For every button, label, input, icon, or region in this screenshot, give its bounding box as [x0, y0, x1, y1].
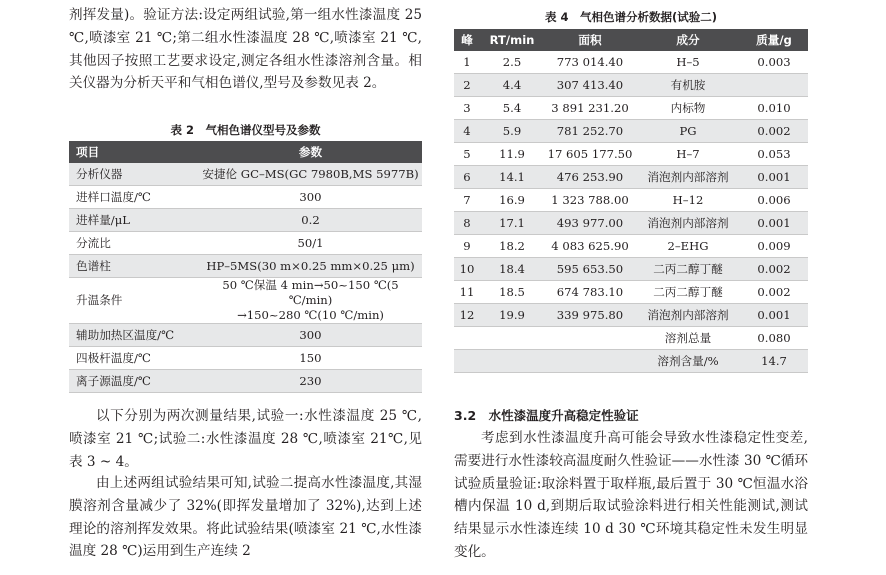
table4-header-mass: 质量/g — [740, 29, 808, 51]
row-item: 进样量/μL — [69, 209, 199, 232]
cell-mass: 0.001 — [740, 166, 808, 189]
cell-rt: 4.4 — [480, 74, 544, 97]
table2-caption: 表 2 气相色谱仪型号及参数 — [170, 123, 321, 137]
cell-mass: 0.053 — [740, 143, 808, 166]
row-value: 安捷伦 GC–MS(GC 7980B,MS 5977B) — [199, 163, 422, 186]
table-row — [454, 235, 808, 258]
cell-rt: 16.9 — [480, 189, 544, 212]
cell-area: 773 014.40 — [544, 51, 636, 74]
cell-rt: 18.5 — [480, 281, 544, 304]
row-value: HP–5MS(30 m×0.25 mm×0.25 μm) — [199, 255, 422, 278]
cell-peak: 6 — [454, 166, 480, 189]
cell-mass: 0.002 — [740, 281, 808, 304]
cell-component: 内标物 — [636, 97, 740, 120]
table-row — [69, 278, 422, 324]
table4-caption: 表 4 气相色谱分析数据(试验二) — [544, 10, 717, 24]
cell-component: 二丙二醇丁醚 — [636, 281, 740, 304]
table-row — [454, 281, 808, 304]
cell-peak: 10 — [454, 258, 480, 281]
table4-header-component: 成分 — [636, 29, 740, 51]
cell-area: 781 252.70 — [544, 120, 636, 143]
row-item: 分析仪器 — [69, 163, 199, 186]
intro-paragraph: 剂挥发量)。验证方法:设定两组试验,第一组水性漆温度 25 ℃,喷漆室 21 ℃;第二组水性漆温度 28 ℃,喷漆室 21 ℃,其他因子按照工艺要求设定,测定各组水性漆溶剂含量。相关仪器为分析天平和气相色谱仪,型号及参数见表 2。 — [69, 7, 422, 92]
table-row — [454, 258, 808, 281]
row-value-line2: →150~280 ℃(10 ℃/min) — [237, 308, 384, 322]
summary-value: 14.7 — [740, 350, 808, 373]
table-row — [69, 347, 422, 370]
cell-peak: 11 — [454, 281, 480, 304]
table2-header-param: 参数 — [199, 141, 422, 163]
table4-header-rt: RT/min — [480, 29, 544, 51]
summary-row — [454, 350, 808, 373]
table-row — [69, 209, 422, 232]
section-paragraph: 考虑到水性漆温度升高可能会导致水性漆稳定性变差,需要进行水性漆较高温度耐久性验证——水性漆 30 ℃循环试验质量验证:取涂料置于取样瓶,最后置于 30 ℃恒温水浴槽内保温 10 d,到期后取试验涂料进行相关性能测试,测试结果显示水性漆连续 10 d 30 ℃环境其稳定性未发生明显变化。 — [454, 430, 808, 560]
cell-component: PG — [636, 120, 740, 143]
row-item: 辅助加热区温度/℃ — [69, 324, 199, 347]
table-row — [454, 97, 808, 120]
table-row — [454, 304, 808, 327]
cell-area: 595 653.50 — [544, 258, 636, 281]
cell-area: 3 891 231.20 — [544, 97, 636, 120]
row-value: 50/1 — [199, 232, 422, 255]
table-row — [454, 212, 808, 235]
cell-peak: 7 — [454, 189, 480, 212]
table-row — [69, 370, 422, 393]
table-row — [69, 186, 422, 209]
cell-mass: 0.001 — [740, 212, 808, 235]
summary-value: 0.080 — [740, 327, 808, 350]
cell-area: 17 605 177.50 — [544, 143, 636, 166]
cell-area: 1 323 788.00 — [544, 189, 636, 212]
cell-area: 674 783.10 — [544, 281, 636, 304]
cell-area: 307 413.40 — [544, 74, 636, 97]
table4-header-area: 面积 — [544, 29, 636, 51]
cell-peak: 2 — [454, 74, 480, 97]
row-value: 150 — [199, 347, 422, 370]
row-item: 色谱柱 — [69, 255, 199, 278]
cell-component: 2–EHG — [636, 235, 740, 258]
table4-header-row — [454, 29, 808, 51]
cell-rt: 14.1 — [480, 166, 544, 189]
cell-mass: 0.001 — [740, 304, 808, 327]
row-value: 230 — [199, 370, 422, 393]
cell-area: 476 253.90 — [544, 166, 636, 189]
conclusion-paragraph: 由上述两组试验结果可知,试验二提高水性漆温度,其湿膜溶剂含量减少了 32%(即挥发量增加了 32%),达到上述理论的溶剂挥发效果。将此试验结果(喷漆室 21 ℃,水性漆温度 28 ℃)运用到生产连续 2 — [69, 475, 422, 560]
section-heading: 3.2 水性漆温度升高稳定性验证 — [454, 408, 639, 423]
summary-label: 溶剂含量/% — [636, 350, 740, 373]
cell-mass: 0.006 — [740, 189, 808, 212]
cell-rt: 18.4 — [480, 258, 544, 281]
cell-area: 4 083 625.90 — [544, 235, 636, 258]
row-value-line1: 50 ℃保温 4 min→50~150 ℃(5 ℃/min) — [222, 278, 399, 307]
cell-component: 消泡剂内部溶剂 — [636, 212, 740, 235]
table2-header-item: 项目 — [69, 141, 199, 163]
row-value: 300 — [199, 186, 422, 209]
cell-peak: 8 — [454, 212, 480, 235]
cell-component: 消泡剂内部溶剂 — [636, 304, 740, 327]
result-intro-paragraph: 以下分别为两次测量结果,试验一:水性漆温度 25 ℃,喷漆室 21 ℃;试验二:水性漆温度 28 ℃,喷漆室 21℃,见表 3 ~ 4。 — [69, 408, 422, 470]
cell-peak: 5 — [454, 143, 480, 166]
table-row — [454, 143, 808, 166]
table2-header-row — [69, 141, 422, 163]
table-row — [69, 232, 422, 255]
summary-row — [454, 327, 808, 350]
row-item: 四极杆温度/℃ — [69, 347, 199, 370]
cell-rt: 5.9 — [480, 120, 544, 143]
row-item: 分流比 — [69, 232, 199, 255]
cell-component: H–7 — [636, 143, 740, 166]
row-value: 0.2 — [199, 209, 422, 232]
row-item: 进样口温度/℃ — [69, 186, 199, 209]
cell-rt: 11.9 — [480, 143, 544, 166]
table-row — [454, 51, 808, 74]
cell-mass: 0.010 — [740, 97, 808, 120]
summary-label: 溶剂总量 — [636, 327, 740, 350]
cell-rt: 2.5 — [480, 51, 544, 74]
table4 — [454, 29, 808, 373]
cell-mass: 0.009 — [740, 235, 808, 258]
row-value — [199, 278, 422, 324]
cell-area: 339 975.80 — [544, 304, 636, 327]
row-item: 离子源温度/℃ — [69, 370, 199, 393]
cell-component: H–5 — [636, 51, 740, 74]
cell-peak: 3 — [454, 97, 480, 120]
table4-header-peak: 峰 — [454, 29, 480, 51]
table-row — [454, 120, 808, 143]
cell-peak: 4 — [454, 120, 480, 143]
table2 — [69, 141, 422, 393]
cell-rt: 19.9 — [480, 304, 544, 327]
table-row — [69, 255, 422, 278]
row-item: 升温条件 — [69, 278, 199, 324]
table-row — [454, 166, 808, 189]
cell-rt: 17.1 — [480, 212, 544, 235]
table-row — [69, 163, 422, 186]
cell-mass: 0.002 — [740, 120, 808, 143]
cell-component: 二丙二醇丁醚 — [636, 258, 740, 281]
cell-component: 消泡剂内部溶剂 — [636, 166, 740, 189]
table-row — [454, 74, 808, 97]
row-value: 300 — [199, 324, 422, 347]
table-row — [454, 189, 808, 212]
cell-mass: 0.002 — [740, 258, 808, 281]
cell-mass — [740, 74, 808, 97]
cell-component: H–12 — [636, 189, 740, 212]
table-row — [69, 324, 422, 347]
cell-peak: 12 — [454, 304, 480, 327]
cell-area: 493 977.00 — [544, 212, 636, 235]
cell-rt: 18.2 — [480, 235, 544, 258]
cell-peak: 9 — [454, 235, 480, 258]
cell-rt: 5.4 — [480, 97, 544, 120]
cell-mass: 0.003 — [740, 51, 808, 74]
cell-component: 有机胺 — [636, 74, 740, 97]
cell-peak: 1 — [454, 51, 480, 74]
